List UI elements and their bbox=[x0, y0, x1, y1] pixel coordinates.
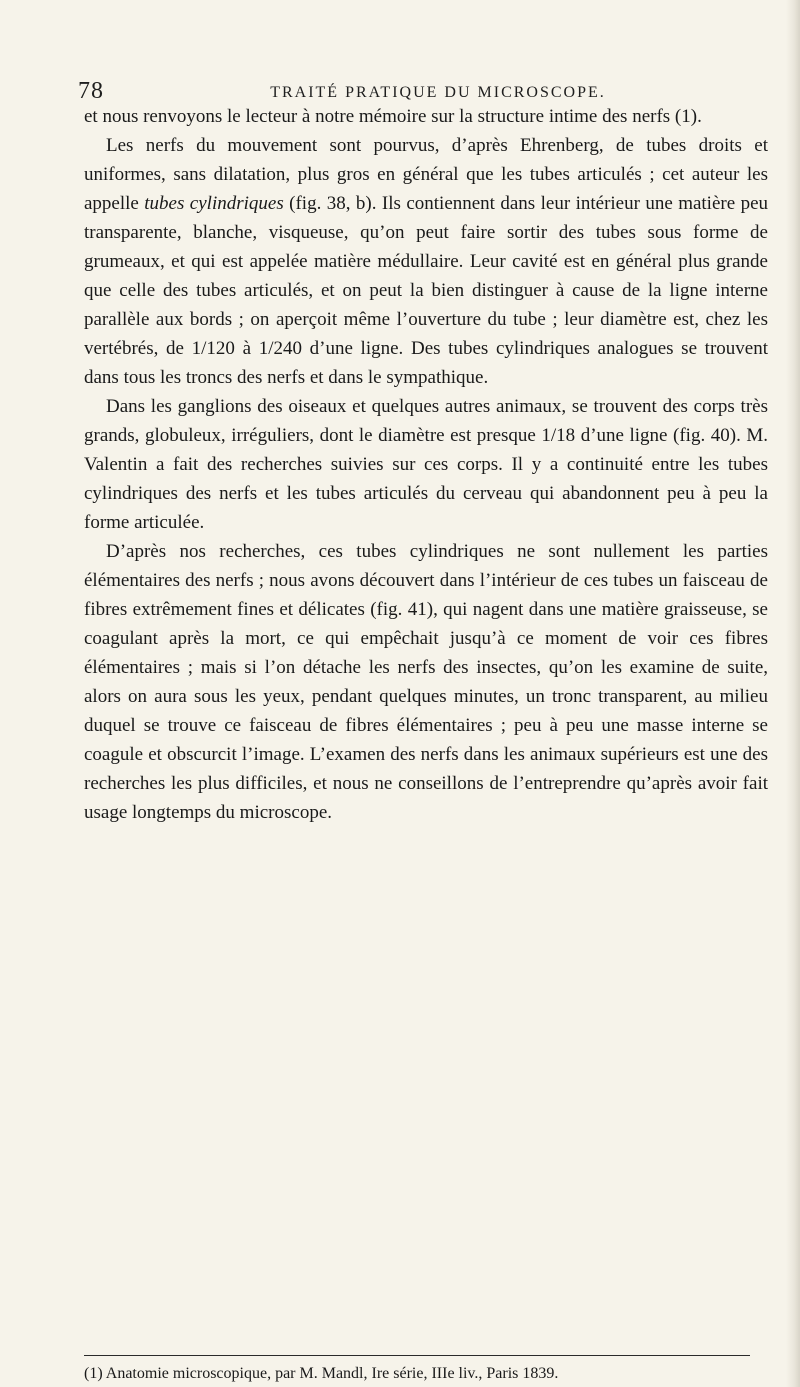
paragraph-ganglions: Dans les ganglions des oiseaux et quelques autres animaux, se trouvent des corps très grands, globuleux, irréguliers, dont le diamètre est presque 1/18 d’une ligne (fig. 40). M. Valentin a fait des recherches suivies sur ces corps. Il y a continuité entre les tubes cylindriques des nerfs et les tubes articulés du cerveau qui abandonnent peu à peu la forme articulée. bbox=[84, 396, 768, 533]
page-edge-shadow bbox=[786, 0, 800, 1387]
page-number: 78 bbox=[78, 78, 104, 104]
paragraph-text: Les nerfs du mouvement sont pourvus, d’après Ehrenberg, de tubes droits et uniformes, sans dilatation, plus gros en général que les tubes articulés ; cet auteur les appelle bbox=[84, 135, 768, 214]
paragraph-recherches: D’après nos recherches, ces tubes cylindriques ne sont nullement les parties élémentaires des nerfs ; nous avons découvert dans l’intérieur de ces tubes un faisceau de fibres extrêmement fines et délicates (fig. 41), qui nagent dans une matière graisseuse, se coagulant après la mort, ce qui empêchait jusqu’à ce moment de voir ces fibres élémentaires ; mais si l’on détache les nerfs des insectes, qu’on les examine de suite, alors on aura sous les yeux, pendant quelques minutes, un tronc transparent, au milieu duquel se trouve ce faisceau de fibres élémentaires ; peu à peu une masse interne se coagule et obscurcit l’image. L’examen des nerfs dans les animaux supérieurs est une des recherches les plus difficiles, et nous ne conseillons de l’entreprendre qu’après avoir fait usage longtemps du microscope. bbox=[84, 541, 768, 823]
paragraph-continuation: et nous renvoyons le lecteur à notre mémoire sur la structure intime des nerfs (1). bbox=[84, 106, 702, 127]
body-text bbox=[84, 102, 768, 827]
footnote-rule bbox=[84, 1355, 750, 1356]
italic-term: tubes cylindriques bbox=[144, 193, 284, 214]
running-title: TRAITÉ PRATIQUE DU MICROSCOPE. bbox=[270, 84, 606, 101]
paragraph-text: (fig. 38, b). Ils contiennent dans leur intérieur une matière peu transparente, blanche, visqueuse, qu’on peut faire sortir des tubes sous forme de grumeaux, et qui est appelée matière médullaire. Leur cavité est en général plus grande que celle des tubes articulés, et on peut la bien distinguer à cause de la ligne interne parallèle aux bords ; on aperçoit même l’ouverture du tube ; leur diamètre est, chez les vertébrés, de 1/120 à 1/240 d’une ligne. Des tubes cylindriques analogues se trouvent dans tous les troncs des nerfs et dans le sympathique. bbox=[84, 193, 769, 388]
footnote: (1) Anatomie microscopique, par M. Mandl, Ire série, IIIe liv., Paris 1839. bbox=[84, 1365, 559, 1382]
paragraph-nerfs-du-mouvement bbox=[84, 131, 768, 392]
